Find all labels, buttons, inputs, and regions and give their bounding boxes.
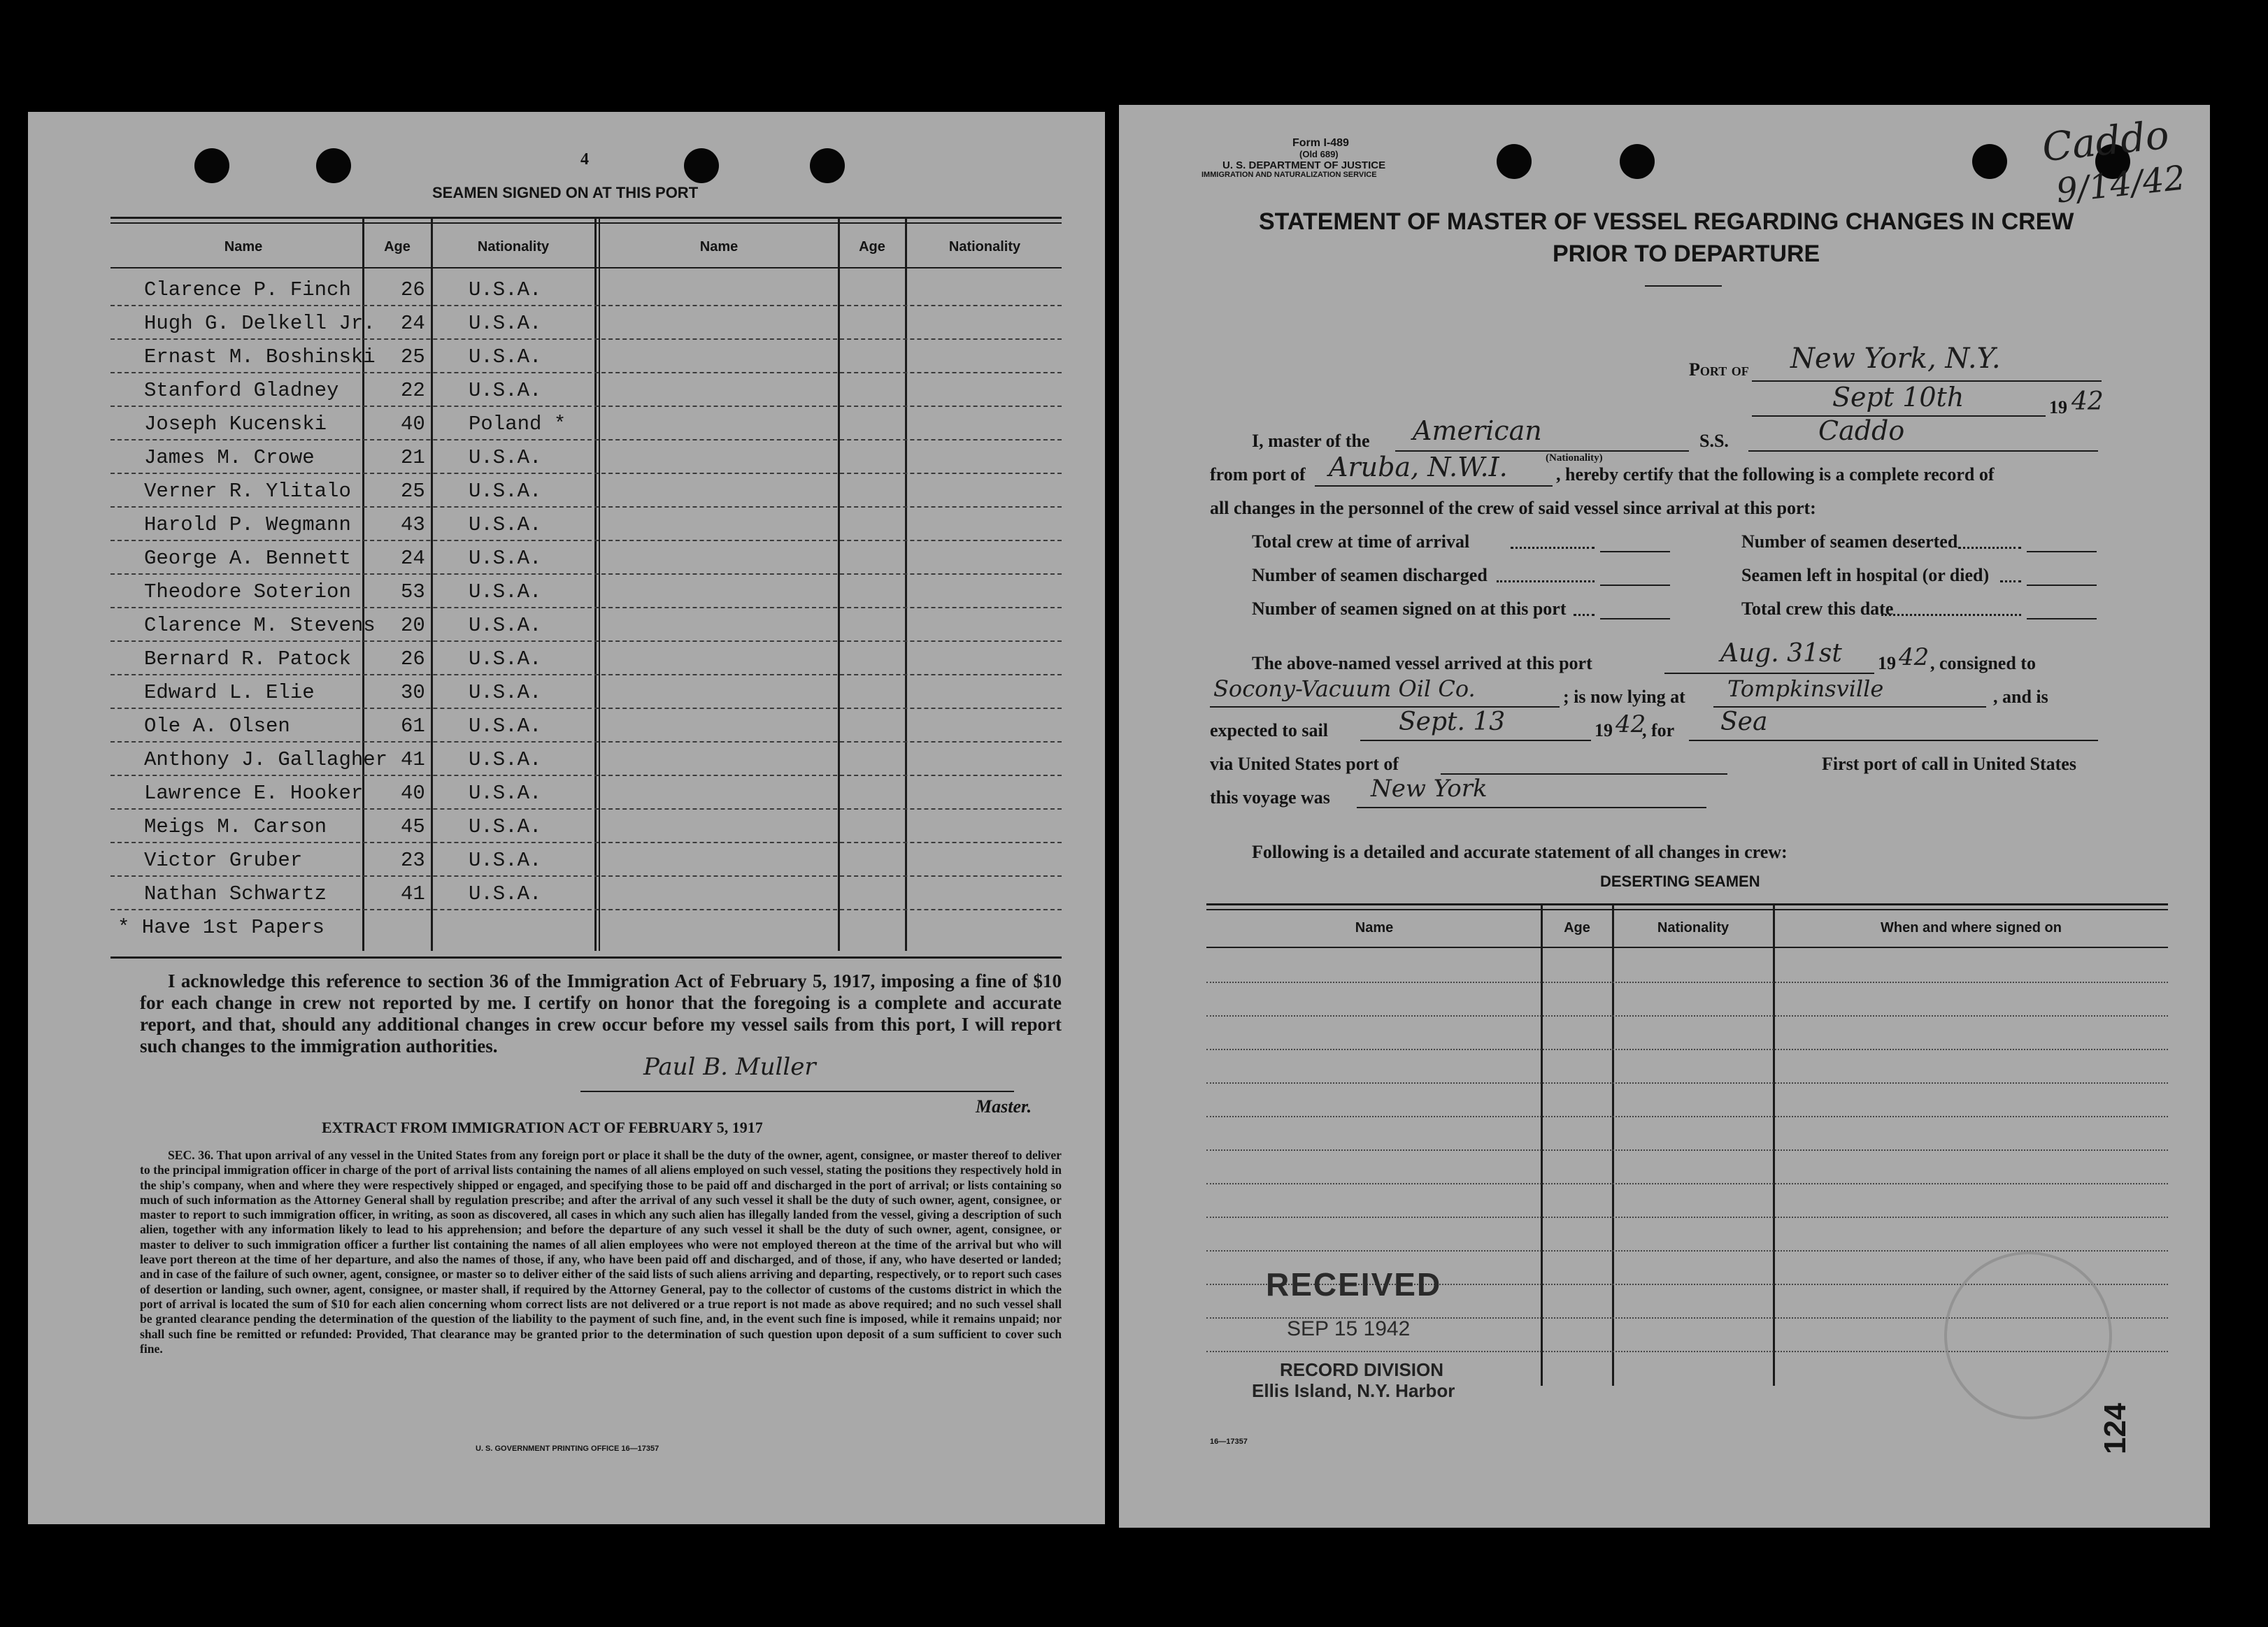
seaman-nationality: U.S.A. [469,882,542,905]
stamp-ellis-island: Ellis Island, N.Y. Harbor [1252,1380,1455,1401]
expected-year-prefix: 19 [1595,720,1613,740]
stat-leader [2000,580,2021,582]
stat-leader [1497,580,1595,582]
seaman-name: Anthony J. Gallagher [144,748,388,771]
master-signature: Paul B. Muller [643,1053,816,1081]
for-value: Sea [1720,708,1768,736]
expected-value: Sept. 13 [1399,708,1506,736]
service: IMMIGRATION AND NATURALIZATION SERVICE [1201,171,1377,179]
seaman-age: 22 [401,379,425,402]
following-text: Following is a detailed and accurate statement of all changes in crew: [1252,842,1788,862]
seaman-nationality: U.S.A. [469,345,542,368]
seaman-age: 20 [401,614,425,637]
arrived-year-prefix: 19 [1878,653,1896,673]
consignee-value: Socony-Vacuum Oil Co. [1213,675,1476,702]
table-row [110,843,1062,877]
date-value: Sept 10th [1832,382,1964,413]
vessel-line [1748,450,2098,452]
stat-blank [2027,585,2097,586]
lying-value: Tompkinsville [1727,675,1884,702]
stat-leader [1574,614,1595,616]
seaman-nationality: U.S.A. [469,782,542,805]
table-row [110,776,1062,810]
blank-row [1206,1149,2168,1151]
stat-leader [1958,547,2021,549]
seaman-age: 41 [401,882,425,905]
arrived-value: Aug. 31st [1720,639,1842,668]
column-header-age-2: Age [859,239,885,255]
left-page [28,112,1105,1524]
section-title: SEAMEN SIGNED ON AT THIS PORT [432,184,699,201]
first-port-text: First port of call in United States [1822,754,2076,774]
signature-role: Master. [976,1096,1032,1117]
table-row [110,541,1062,575]
blank-row [1206,1015,2168,1017]
voyage-value: New York [1371,775,1488,803]
right-page [1119,105,2210,1528]
blank-row [1206,1183,2168,1184]
table-row [110,642,1062,675]
seaman-name: Ernast M. Boshinski [144,345,376,368]
form-number: Form I-489 [1292,137,1349,149]
corner-note: Caddo [2040,112,2171,171]
seaman-age: 26 [401,278,425,301]
port-label: Port of [1689,359,1749,380]
blank-row [1206,1082,2168,1084]
blank-row [1206,1116,2168,1117]
printer-line: U. S. GOVERNMENT PRINTING OFFICE 16—17357 [476,1445,659,1453]
seaman-name: Clarence M. Stevens [144,614,376,637]
seaman-name: Nathan Schwartz [144,882,327,905]
title-divider [1645,285,1722,287]
seaman-name: Edward L. Elie [144,681,315,704]
expected-line [1360,740,1591,741]
all-changes-text: all changes in the personnel of the crew of said vessel since arrival at this port: [1210,498,1816,518]
table-row [110,743,1062,776]
from-port-label: from port of [1210,464,1306,485]
for-line [1689,740,2098,741]
consignee-line [1210,706,1560,708]
column-header-name-2: Name [699,239,739,255]
table-row [110,810,1062,843]
stat-blank [1600,551,1670,552]
seaman-age: 40 [401,413,425,436]
footnote: * Have 1st Papers [117,916,324,939]
seaman-name: George A. Bennett [144,547,351,570]
table-row [110,877,1062,910]
year-prefix: 19 [2049,397,2067,417]
seaman-age: 25 [401,345,425,368]
via-text: via United States port of [1210,754,1399,774]
year-value: 42 [2071,387,2104,416]
stat-seamen-deserted: Number of seamen deserted [1741,531,1958,552]
seaman-name: Lawrence E. Hooker [144,782,364,805]
table-row [110,910,1062,944]
table-row [110,373,1062,407]
table-row [110,508,1062,541]
seaman-name: Joseph Kucenski [144,413,327,436]
department: U. S. DEPARTMENT OF JUSTICE [1222,159,1386,171]
blank-row [1206,1217,2168,1218]
seamen-table [110,217,1062,965]
and-is-text: , and is [1993,687,2048,707]
expected-text: expected to sail [1210,720,1328,740]
seaman-age: 45 [401,815,425,838]
from-port-line [1315,485,1553,487]
column-header-name: Name [224,239,263,255]
ss-label: S.S. [1699,431,1729,451]
stat-blank [1600,618,1670,619]
seaman-nationality: U.S.A. [469,647,542,671]
table-row [110,273,1062,306]
column-header-when-where: When and where signed on [1881,920,2062,936]
seaman-age: 30 [401,681,425,704]
stat-blank [2027,618,2097,619]
stat-total-crew-arrival: Total crew at time of arrival [1252,531,1470,552]
stat-seamen-signed-on: Number of seamen signed on at this port [1252,599,1567,619]
extract-text: SEC. 36. That upon arrival of any vessel in the United States from any foreign port or place it shall be the duty of the owner, agent, consignee, or master thereof to deliver to the principal immigration officer in charge of the port of arrival lists containing the names of all aliens employed on such vessel, stating the positions they respectively hold in the ship's company, when and where they were respectively shipped or engaged, and specifying those to be paid off and discharged in the port of arrival; or lists containing so much of such information as the Attorney General shall by regulation prescribe; and after the arrival of any such vessel it shall be the duty of such owner, agent, consignee, or master to report to such immigration officer, in writing, as soon as discovered, all cases in which any such alien has illegally landed from the vessel, giving a description of such alien, together with any information likely to lead to his apprehension; and before the departure of any such vessel it shall be the duty of such owner, agent, consignee, or master to deliver to such immigration officer a further list containing the names of all alien employees who were not employed thereon at the time of the arrival but who will leave port thereon at the time of her departure, and also the names of those, if any, who have been paid off and discharged, and of those, if any, who have deserted or landed; and in case of the failure of such owner, agent, consignee, or master so to deliver either of the said lists of such aliens arriving and departing, respectively, or to report such cases of desertion or landing, such owner, agent, consignee, or master shall, if required by the Attorney General, pay to the collector of customs of the customs district in which the port of arrival is located the sum of $10 for each alien concerning whom correct lists are not delivered or a true report is not made as above required; and no such vessel shall be granted clearance pending the determination of the question of the liability to the payment of such fine, and, in the event such fine is imposed, while it remains unpaid; nor shall such fine be remitted or refunded: Provided, That clearance may be granted prior to the determination of such question upon deposit of a sum sufficient to cover such fine. [140,1148,1062,1356]
seaman-name: Hugh G. Delkell Jr. [144,312,376,335]
seaman-name: Meigs M. Carson [144,815,327,838]
seaman-age: 24 [401,312,425,335]
stat-seamen-hospital: Seamen left in hospital (or died) [1741,565,1990,585]
table-row [110,407,1062,440]
column-header-age: Age [1564,920,1590,936]
voyage-text: this voyage was [1210,787,1330,808]
seaman-nationality: U.S.A. [469,815,542,838]
seaman-name: Stanford Gladney [144,379,339,402]
column-header-nationality: Nationality [477,239,550,255]
deserting-title: DESERTING SEAMEN [1600,873,1760,890]
stat-blank [2027,551,2097,552]
column-header-nationality: Nationality [1657,920,1729,936]
table-row [110,575,1062,608]
seaman-nationality: U.S.A. [469,379,542,402]
lying-text: ; is now lying at [1563,687,1685,707]
seal-stamp-icon [1944,1252,2112,1419]
punch-hole-icon [1497,144,1532,179]
seaman-name: Theodore Soterion [144,580,351,603]
seaman-age: 40 [401,782,425,805]
form-title-line2: PRIOR TO DEPARTURE [1553,241,1820,267]
seaman-age: 21 [401,446,425,469]
corner-date: 9/14/42 [2054,158,2188,211]
printer-code: 16—17357 [1210,1438,1248,1446]
certify-text: , hereby certify that the following is a complete record of [1556,464,1995,485]
page-stamp-number: 124 [2098,1403,2132,1454]
table-row [110,675,1062,709]
signature-line [580,1091,1014,1092]
column-header-name: Name [1355,920,1394,936]
acknowledgment-text: I acknowledge this reference to section 36 of the Immigration Act of February 5, 1917, imposing a fine of $10 for each change in crew not reported by me. I certify on honor that the foregoing is a complete and accurate report, and that, should any additional changes in crew occur before my vessel sails from this port, I will report such changes to the immigration authorities. [140,970,1062,1056]
stamp-received: RECEIVED [1266,1266,1442,1303]
arrived-year: 42 [1899,643,1930,671]
blank-row [1206,1049,2168,1050]
seaman-age: 23 [401,849,425,872]
punch-hole-icon [194,148,229,183]
seaman-name: Victor Gruber [144,849,303,872]
seaman-name: Ole A. Olsen [144,715,290,738]
seaman-nationality: U.S.A. [469,547,542,570]
seaman-name: Bernard R. Patock [144,647,351,671]
punch-hole-icon [810,148,845,183]
nationality-caption: (Nationality) [1546,452,1603,464]
seaman-nationality: U.S.A. [469,312,542,335]
stat-leader [1881,614,2021,616]
from-port-value: Aruba, N.W.I. [1329,452,1508,482]
table-row [110,340,1062,373]
vessel-value: Caddo [1818,415,1905,446]
page-number: 4 [580,150,589,169]
consigned-text: , consigned to [1930,653,2036,673]
arrived-line [1664,673,1874,674]
stat-leader [1511,547,1595,549]
port-value: New York, N.Y. [1790,343,2001,375]
table-row [110,474,1062,508]
seaman-nationality: U.S.A. [469,748,542,771]
seaman-age: 25 [401,480,425,503]
punch-hole-icon [684,148,719,183]
extract-title: EXTRACT FROM IMMIGRATION ACT OF FEBRUARY 5, 1917 [322,1119,763,1136]
master-of-the-label: I, master of the [1252,431,1370,451]
seaman-nationality: U.S.A. [469,681,542,704]
nationality-value: American [1413,415,1542,446]
expected-year: 42 [1616,710,1646,738]
seaman-name: James M. Crowe [144,446,315,469]
seaman-nationality: U.S.A. [469,278,542,301]
table-row [110,709,1062,743]
seaman-name: Verner R. Ylitalo [144,480,351,503]
seaman-nationality: U.S.A. [469,513,542,536]
stat-seamen-discharged: Number of seamen discharged [1252,565,1488,585]
table-row [110,440,1062,474]
seaman-nationality: U.S.A. [469,480,542,503]
seaman-age: 53 [401,580,425,603]
seaman-age: 41 [401,748,425,771]
form-old-number: (Old 689) [1299,149,1339,159]
seaman-nationality: U.S.A. [469,715,542,738]
received-stamp [1238,1266,1476,1419]
stat-total-crew-date: Total crew this date [1741,599,1894,619]
seaman-nationality: U.S.A. [469,446,542,469]
seaman-age: 24 [401,547,425,570]
blank-row [1206,982,2168,983]
voyage-line [1357,807,1706,808]
stamp-date: SEP 15 1942 [1287,1317,1411,1340]
punch-hole-icon [1620,144,1655,179]
table-row [110,306,1062,340]
seaman-nationality: Poland * [469,413,566,436]
seaman-name: Clarence P. Finch [144,278,351,301]
column-header-age: Age [384,239,411,255]
column-header-nationality-2: Nationality [948,239,1021,255]
for-text: , for [1642,720,1675,740]
table-row [110,608,1062,642]
arrived-text: The above-named vessel arrived at this port [1252,653,1592,673]
punch-hole-icon [1972,144,2007,179]
seaman-nationality: U.S.A. [469,614,542,637]
seaman-nationality: U.S.A. [469,849,542,872]
stamp-record-division: RECORD DIVISION [1280,1359,1444,1380]
seaman-age: 61 [401,715,425,738]
punch-hole-icon [316,148,351,183]
seaman-nationality: U.S.A. [469,580,542,603]
seaman-age: 26 [401,647,425,671]
form-title-line1: STATEMENT OF MASTER OF VESSEL REGARDING CHANGES IN CREW [1259,208,2074,235]
seaman-name: Harold P. Wegmann [144,513,351,536]
seaman-age: 43 [401,513,425,536]
stat-blank [1600,585,1670,586]
